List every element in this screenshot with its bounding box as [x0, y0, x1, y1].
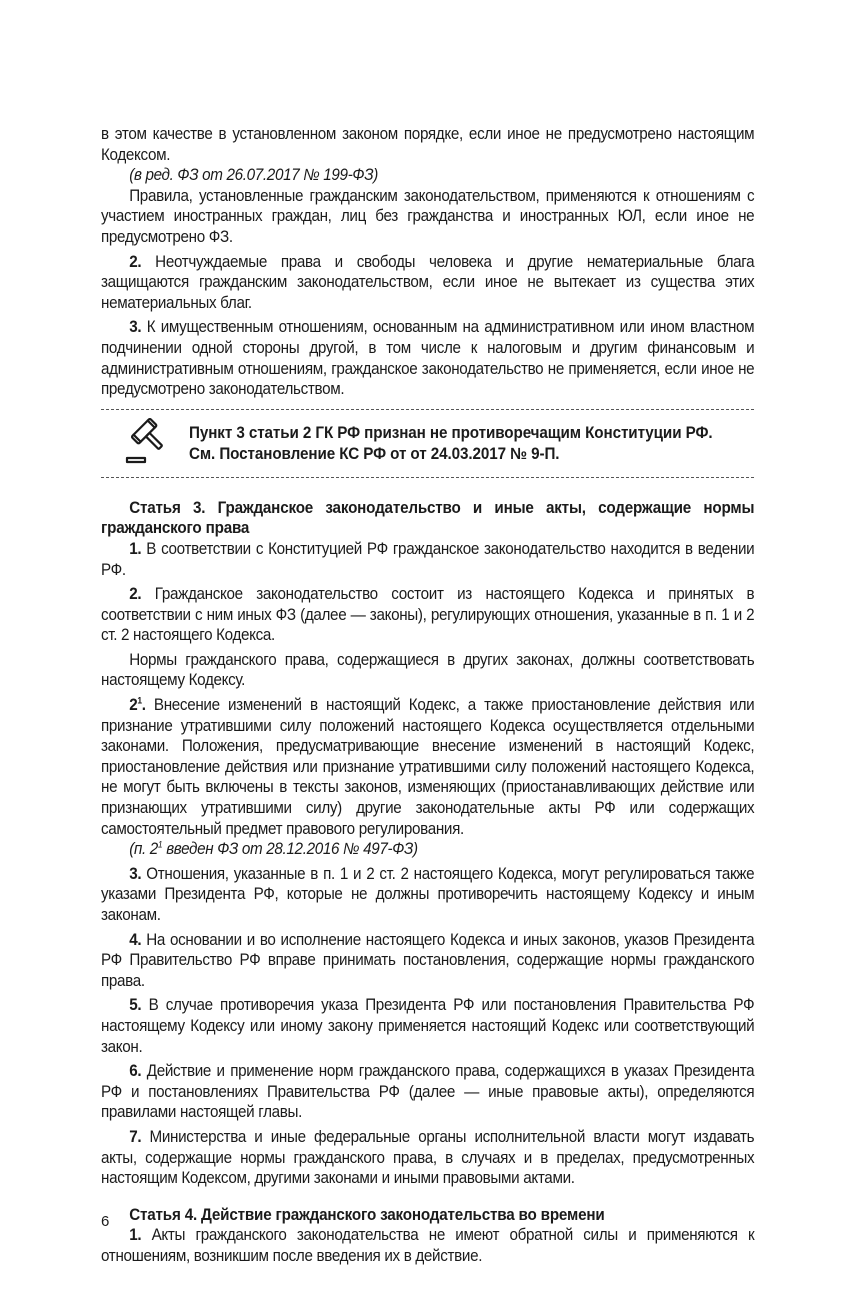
item-number: 5.	[129, 996, 142, 1015]
amendment-note: (п. $2^1$ введен ФЗ от 28.12.2016 № 497-ФЗ)	[129, 839, 418, 859]
callout-line-2: См. Постановление КС РФ от от 24.03.2017 № 9-П.	[189, 445, 560, 464]
constitution-callout	[101, 410, 754, 477]
item-1	[101, 1225, 754, 1266]
callout-text	[189, 423, 720, 465]
item-text: Отношения, указанные в п. 1 и 2 ст. 2 настоящего Кодекса, могут регулироваться также указами Президента РФ, которые не должны противоречить настоящему Кодексу и иным законам.	[101, 864, 755, 924]
page-number: 6	[101, 1213, 110, 1230]
item-2	[101, 252, 754, 314]
item-3	[101, 317, 754, 399]
item-number: 3.	[129, 318, 142, 337]
item-number: 3.	[129, 864, 142, 883]
item-text: Внесение изменений в настоящий Кодекс, а также приостановление действия или признание утратившими силу положений настоящего Кодекса осуществляется отдельными законами. Положения, предусматривающие внесение изменений в настоящий Кодекс, приостановление действия или признание утратившими силу положений настоящего Кодекса, не могут быть включены в тексты законов, изменяющих (приостанавливающих действие или признающих утратившими силу) другие законодательные акты РФ или содержащих самостоятельный предмет правового регулирования.	[101, 696, 755, 838]
item-number: 2.	[129, 252, 142, 271]
item-2	[101, 584, 754, 646]
amendment-note: (в ред. ФЗ от 26.07.2017 № 199-ФЗ)	[129, 166, 378, 185]
item-text: Действие и применение норм гражданского права, содержащихся в указах Президента РФ и постановлениях Правительства РФ (далее — иные правовые акты), определяются правилами настоящей главы.	[101, 1062, 755, 1122]
item-text: На основании и во исполнение настоящего Кодекса и иных законов, указов Президента РФ Правительство РФ вправе принимать постановления, содержащие нормы гражданского права.	[101, 930, 755, 990]
item-text: В соответствии с Конституцией РФ гражданское законодательство находится в ведении РФ.	[101, 539, 755, 579]
item-number: 7.	[129, 1127, 142, 1146]
paragraph: в этом качестве в установленном законом порядке, если иное не предусмотрено настоящим Кодексом.	[101, 125, 755, 164]
item-2-1	[101, 695, 754, 839]
item-number: 1.	[129, 1226, 142, 1245]
item-number: 4.	[129, 930, 142, 949]
item-text: К имущественным отношениям, основанным на административном или ином властном подчинении одной стороны другой, в том числе к налоговым и другим финансовым и административным отношениям, гражданское законодательство не применяется, если иное не предусмотрено законодательством.	[101, 318, 755, 399]
page-body	[101, 124, 754, 1267]
gavel-icon	[123, 418, 185, 471]
item-number: 6.	[129, 1062, 142, 1081]
article-3-title: Статья 3. Гражданское законодательство и иные акты, содержащие нормы гражданского права	[101, 498, 755, 538]
article-4-title: Статья 4. Действие гражданского законодательства во времени	[129, 1205, 605, 1224]
item-number: 1.	[129, 539, 142, 558]
item-6	[101, 1061, 754, 1123]
item-text: В случае противоречия указа Президента РФ или постановления Правительства РФ настоящему Кодексу или иному закону применяется настоящий Кодекс или соответствующий закон.	[101, 996, 755, 1056]
item-4	[101, 930, 754, 992]
paragraph: Нормы гражданского права, содержащиеся в других законах, должны соответствовать настоящему Кодексу.	[101, 650, 755, 690]
item-3	[101, 864, 754, 926]
item-7	[101, 1127, 754, 1189]
item-1	[101, 539, 754, 580]
item-text: Гражданское законодательство состоит из настоящего Кодекса и принятых в соответствии с ним иных ФЗ (далее — законы), регулирующих отношения, указанные в п. 1 и 2 ст. 2 настоящего Кодекса.	[101, 585, 755, 645]
paragraph: Правила, установленные гражданским законодательством, применяются к отношениям с участием иностранных граждан, лиц без гражданства и иностранных ЮЛ, если иное не предусмотрено ФЗ.	[101, 186, 755, 246]
callout-line-1: Пункт 3 статьи 2 ГК РФ признан не противоречащим Конституции РФ.	[189, 424, 713, 443]
dashed-divider-bottom	[101, 477, 754, 478]
item-number: $2^1$.	[129, 695, 146, 715]
item-text: Министерства и иные федеральные органы исполнительной власти могут издавать акты, содержащие нормы гражданского права, в случаях и в пределах, предусмотренных настоящим Кодексом, другими законами и иными правовыми актами.	[101, 1127, 755, 1188]
item-text: Неотчуждаемые права и свободы человека и другие нематериальные блага защищаются гражданским законодательством, если иное не вытекает из существа этих нематериальных благ.	[101, 252, 755, 312]
item-5	[101, 995, 754, 1057]
item-number: 2.	[129, 585, 142, 604]
item-text: Акты гражданского законодательства не имеют обратной силы и применяются к отношениям, возникшим после введения их в действие.	[101, 1226, 755, 1265]
